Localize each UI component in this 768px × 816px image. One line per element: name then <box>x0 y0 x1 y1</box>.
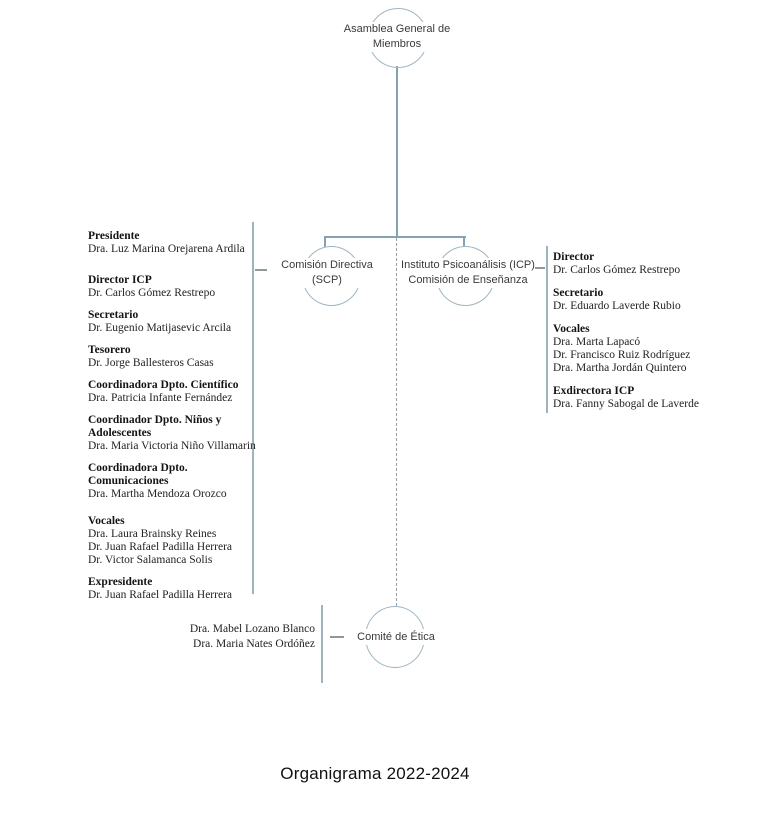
member-name: Dra. Luz Marina Orejarena Ardila <box>88 243 245 255</box>
section-title: Secretario <box>553 287 604 299</box>
comision-directiva-line2: (SCP) <box>312 274 342 286</box>
org-section <box>88 344 260 370</box>
member-name: Dra. Martha Mendoza Orozco <box>88 488 227 500</box>
org-section <box>553 251 713 277</box>
section-title: Coordinadora Dpto. Comunicaciones <box>88 462 188 487</box>
org-section <box>88 515 260 567</box>
section-title: Vocales <box>88 515 125 527</box>
asamblea-label-line2: Miembros <box>372 38 422 50</box>
member-name: Dr. Eduardo Laverde Rubio <box>553 300 681 312</box>
member-name: Dr. Juan Rafael Padilla Herrera <box>88 589 233 601</box>
section-title: Director ICP <box>88 274 152 286</box>
section-title: Exdirectora ICP <box>553 385 635 397</box>
member-name: Dra. Marta Lapacó <box>553 336 641 348</box>
member-name: Dra. Fanny Sabogal de Laverde <box>553 398 699 410</box>
member-name: Dr. Juan Rafael Padilla Herrera <box>88 541 233 553</box>
comision-directiva-panel <box>88 230 260 611</box>
org-section <box>88 274 260 300</box>
member-name: Dra. Mabel Lozano Blanco <box>189 623 315 635</box>
section-title: Coordinador Dpto. Niños y Adolescentes <box>88 414 222 439</box>
chart-caption: Organigrama 2022-2024 <box>280 764 470 783</box>
right-panel-line <box>546 246 548 413</box>
comite-panel-line <box>321 605 323 683</box>
instituto-line1: Instituto Psicoanálisis (ICP) <box>401 259 535 271</box>
member-name: Dr. Eugenio Matijasevic Arcila <box>88 322 232 334</box>
section-title: Vocales <box>553 323 590 335</box>
member-name: Dr. Francisco Ruiz Rodríguez <box>553 349 691 361</box>
comite-connector-dash <box>330 636 345 638</box>
member-name: Dra. Laura Brainsky Reines <box>88 528 217 540</box>
member-name: Dr. Victor Salamanca Solis <box>88 554 213 566</box>
org-section <box>553 323 713 375</box>
org-section <box>88 576 260 602</box>
connector-main-vertical <box>396 66 398 236</box>
member-name: Dr. Jorge Ballesteros Casas <box>88 357 214 369</box>
member-name: Dra. Martha Jordán Quintero <box>553 362 687 374</box>
org-section <box>88 309 260 335</box>
comision-directiva-line1: Comisión Directiva <box>281 259 373 271</box>
instituto-label <box>401 258 535 288</box>
section-title: Director <box>553 251 595 263</box>
org-section <box>88 414 260 453</box>
connector-branch-horizontal <box>324 236 466 238</box>
member-name: Dr. Carlos Gómez Restrepo <box>88 287 216 299</box>
instituto-panel <box>553 251 713 421</box>
member-name: Dra. Maria Nates Ordóñez <box>193 638 315 650</box>
org-section <box>88 230 260 256</box>
section-title: Expresidente <box>88 576 153 588</box>
member-name: Dr. Carlos Gómez Restrepo <box>553 264 681 276</box>
org-section <box>553 287 713 313</box>
org-section <box>88 379 260 405</box>
section-title: Tesorero <box>88 344 131 356</box>
comite-etica-members <box>180 622 315 652</box>
connector-center-dashed <box>396 238 397 606</box>
member-name: Dra. Patricia Infante Fernández <box>88 392 233 404</box>
section-title: Presidente <box>88 230 140 242</box>
org-section <box>553 385 713 411</box>
comision-directiva-label <box>267 258 387 288</box>
section-title: Secretario <box>88 309 139 321</box>
member-name: Dra. Maria Victoria Niño Villamarin <box>88 440 256 452</box>
comite-etica-label: Comité de Ética <box>344 629 448 645</box>
asamblea-label-line1: Asamblea General de <box>343 23 451 35</box>
org-section <box>88 462 260 501</box>
asamblea-label <box>322 22 472 52</box>
instituto-line2: Comisión de Enseñanza <box>408 274 528 286</box>
section-title: Coordinadora Dpto. Científico <box>88 379 239 391</box>
